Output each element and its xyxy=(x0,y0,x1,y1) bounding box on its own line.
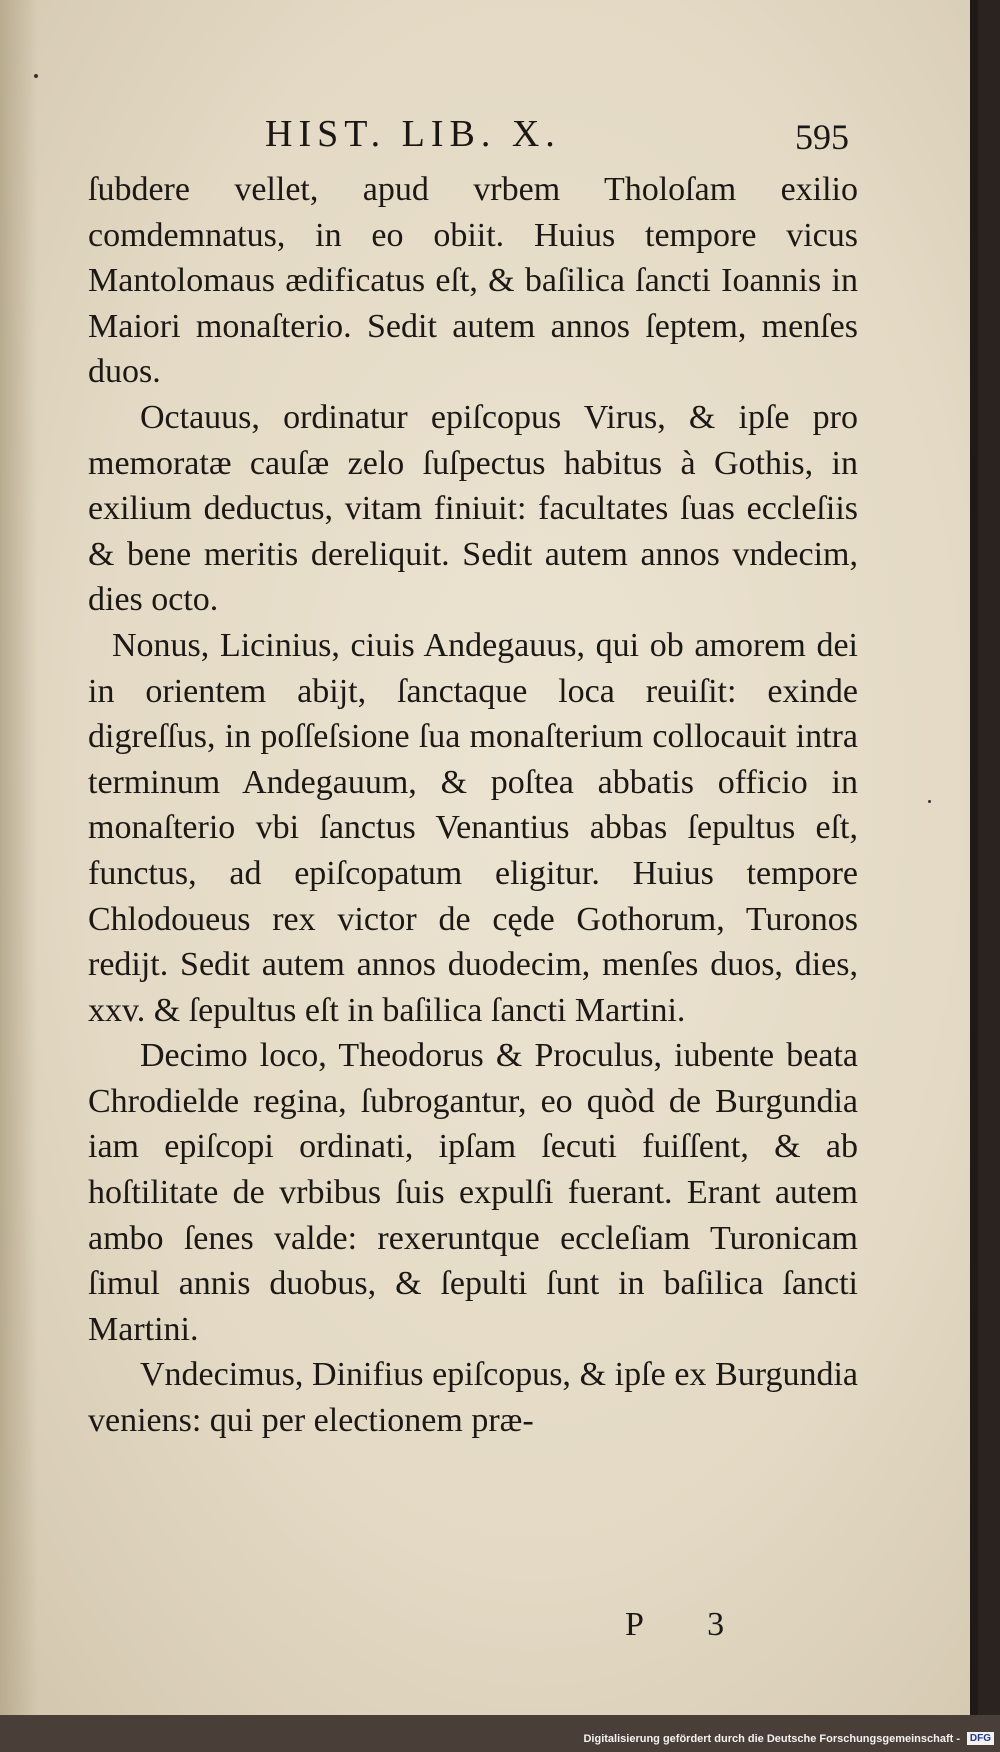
paragraph: Nonus, Licinius, ciuis Andegauus, qui ob amorem dei in orientem abijt, ſanctaque loca reuiſit: exinde digreſſus, in poſſeſsione ſua monaſterium collocauit intra terminum Andegauum, & poſtea abbatis officio in monaſterio vbi ſanctus Venantius abbas ſepultus eſt, functus, ad epiſcopatum eligitur. Huius tempore Chlodoueus rex victor de cęde Gothorum, Turonos redijt. Sedit autem annos duodecim, menſes duos, dies, xxv. & ſepultus eſt in baſilica ſancti Martini. xyxy=(88,626,858,1029)
ink-speck xyxy=(928,800,931,803)
running-head-title: HIST. LIB. X. xyxy=(265,113,561,155)
paragraph: Vndecimus, Dinifius epiſcopus, & ipſe ex Burgundia veniens: qui per electionem præ- xyxy=(88,1356,858,1440)
ink-speck xyxy=(34,74,38,78)
page-number: 595 xyxy=(795,117,849,157)
body-text xyxy=(88,167,858,1444)
paragraph: Decimo loco, Theodorus & Proculus, iubente beata Chrodielde regina, ſubrogantur, eo quòd de Burgundia iam epiſcopi ordinati, ipſam ſecuti fuiſſent, & ab hoſtilitate de vrbibus ſuis expulſi fuerant. Erant autem ambo ſenes valde: rexeruntque eccleſiam Turonicam ſimul annis duobus, & ſepulti ſunt in baſilica ſancti Martini. xyxy=(88,1037,858,1348)
paragraph: Octauus, ordinatur epiſcopus Virus, & ipſe pro memoratæ cauſæ zelo ſuſpectus habitus à Gothis, in exilium deductus, vitam finiuit: facultates ſuas eccleſiis & bene meritis dereliquit. Sedit autem annos vndecim, dies octo. xyxy=(88,398,858,619)
paragraph: ſubdere vellet, apud vrbem Tholoſam exilio comdemnatus, in eo obiit. Huius tempore vicus Mantolomaus ædificatus eſt, & baſilica ſancti Ioannis in Maiori monaſterio. Sedit autem annos ſeptem, menſes duos. xyxy=(88,171,858,391)
dfg-logo: DFG xyxy=(967,1732,994,1745)
footer-credit: Digitalisierung gefördert durch die Deutsche Forschungsgemeinschaft - xyxy=(583,1733,960,1745)
running-head xyxy=(0,112,978,160)
signature-mark: P 3 xyxy=(625,1606,753,1643)
